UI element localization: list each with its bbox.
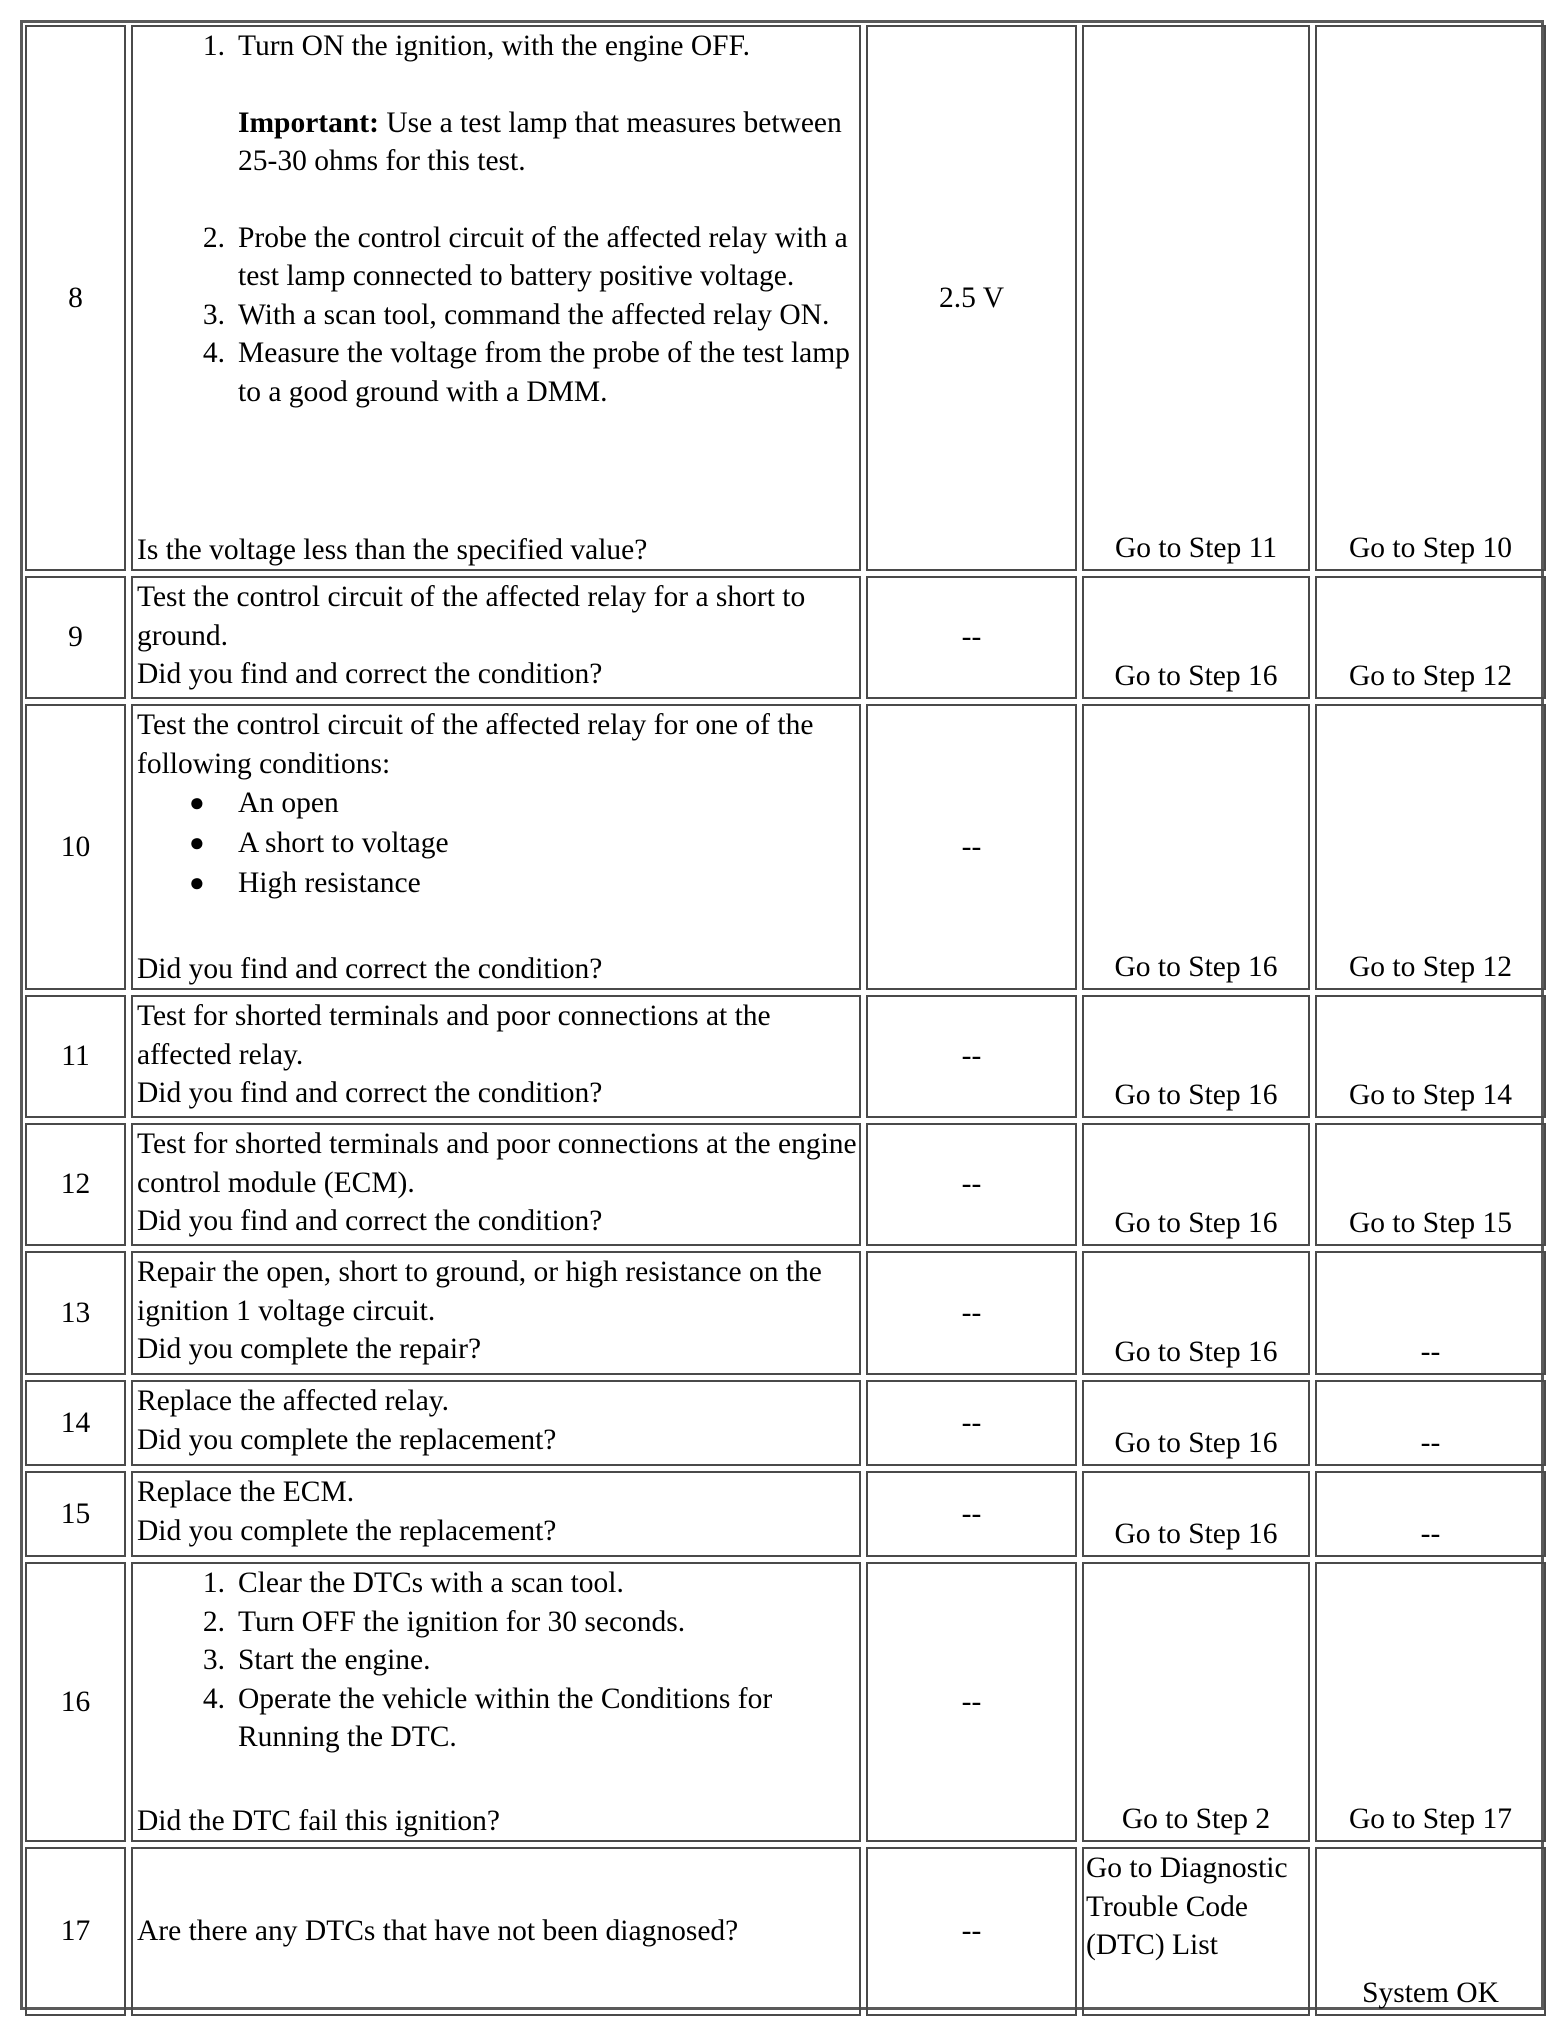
no-answer: -- — [1315, 1471, 1546, 1557]
no-answer: Go to Step 14 — [1315, 995, 1546, 1118]
step-description: Test for shorted terminals and poor connections at the engine control module (ECM). — [137, 1128, 857, 1199]
step-number: 16 — [25, 1562, 126, 1842]
important-note — [137, 104, 857, 181]
procedure-item: 4. Operate the vehicle within the Conditions for Running the DTC. — [202, 1682, 773, 1753]
no-answer: Go to Step 10 — [1315, 25, 1546, 571]
condition-item: ● High resistance — [189, 867, 421, 899]
specified-value: -- — [866, 704, 1077, 990]
important-label: Important: — [238, 106, 379, 139]
step-action — [131, 1471, 861, 1557]
step-action — [131, 25, 861, 571]
step-action — [131, 1251, 861, 1375]
step-number: 8 — [25, 25, 126, 571]
yes-answer: Go to Step 16 — [1082, 576, 1310, 699]
procedure-list — [137, 27, 857, 66]
diagnostic-table — [20, 20, 1544, 2010]
yes-answer: Go to Step 11 — [1082, 25, 1310, 571]
step-action — [131, 576, 861, 699]
step-number: 12 — [25, 1123, 126, 1246]
procedure-item: 1. Turn ON the ignition, with the engine OFF. — [202, 30, 750, 62]
procedure-item: 4. Measure the voltage from the probe of the test lamp to a good ground with a DMM. — [202, 337, 850, 408]
specified-value: -- — [866, 1123, 1077, 1246]
step-question: Did the DTC fail this ignition? — [137, 1804, 500, 1837]
yes-answer: Go to Step 16 — [1082, 704, 1310, 990]
step-number: 10 — [25, 704, 126, 990]
yes-answer: Go to Step 16 — [1082, 1380, 1310, 1466]
yes-answer: Go to Step 16 — [1082, 1123, 1310, 1246]
specified-value: -- — [866, 995, 1077, 1118]
yes-answer: Go to Step 2 — [1082, 1562, 1310, 1842]
condition-item: ● A short to voltage — [189, 827, 449, 859]
step-description: Test the control circuit of the affected relay for a short to ground. — [137, 581, 806, 652]
specified-value: -- — [866, 1847, 1077, 2016]
step-action — [131, 1380, 861, 1466]
procedure-item: 3. With a scan tool, command the affected relay ON. — [202, 298, 830, 331]
specified-value: 2.5 V — [866, 25, 1077, 571]
specified-value: -- — [866, 1251, 1077, 1375]
diagnostic-table-grid — [25, 25, 1539, 2016]
important-text: Use a test lamp that measures between 25-30 ohms for this test. — [238, 106, 842, 177]
step-question: Are there any DTCs that have not been diagnosed? — [137, 1915, 739, 1948]
dtc-list-link: Go to Diagnostic Trouble Code (DTC) List — [1086, 1852, 1288, 1961]
step-description: Repair the open, short to ground, or high resistance on the ignition 1 voltage circuit. — [137, 1256, 822, 1327]
no-answer: System OK — [1315, 1847, 1546, 2016]
no-answer: Go to Step 17 — [1315, 1562, 1546, 1842]
step-question: Did you find and correct the condition? — [137, 1205, 603, 1237]
procedure-item: 3. Start the engine. — [202, 1644, 431, 1676]
step-action — [131, 995, 861, 1118]
procedure-item: 2. Turn OFF the ignition for 30 seconds. — [202, 1605, 686, 1638]
no-answer: Go to Step 12 — [1315, 576, 1546, 699]
condition-list — [137, 783, 857, 903]
no-answer: Go to Step 12 — [1315, 704, 1546, 990]
specified-value: -- — [866, 1471, 1077, 1557]
step-question: Did you find and correct the condition? — [137, 952, 603, 985]
no-answer: Go to Step 15 — [1315, 1123, 1546, 1246]
step-action — [131, 1847, 861, 2016]
step-number: 14 — [25, 1380, 126, 1466]
step-number: 17 — [25, 1847, 126, 2016]
step-number: 13 — [25, 1251, 126, 1375]
specified-value: -- — [866, 1380, 1077, 1466]
step-question: Did you complete the replacement? — [137, 1514, 557, 1547]
procedure-item: 1. Clear the DTCs with a scan tool. — [202, 1567, 624, 1599]
step-description: Test for shorted terminals and poor connections at the affected relay. — [137, 1000, 771, 1071]
step-number: 11 — [25, 995, 126, 1118]
step-question: Did you find and correct the condition? — [137, 658, 603, 690]
step-question: Is the voltage less than the specified value? — [137, 533, 648, 566]
specified-value: -- — [866, 576, 1077, 699]
step-action — [131, 1562, 861, 1842]
step-number: 9 — [25, 576, 126, 699]
step-number: 15 — [25, 1471, 126, 1557]
step-description: Replace the ECM. — [137, 1476, 355, 1508]
step-question: Did you complete the replacement? — [137, 1423, 557, 1456]
step-action — [131, 704, 861, 990]
no-answer: -- — [1315, 1380, 1546, 1466]
yes-answer: Go to Step 16 — [1082, 1251, 1310, 1375]
procedure-list — [137, 219, 857, 412]
step-description: Replace the affected relay. — [137, 1385, 450, 1417]
step-question: Did you complete the repair? — [137, 1333, 482, 1365]
procedure-item: 2. Probe the control circuit of the affected relay with a test lamp connected to battery positive voltage. — [202, 221, 848, 292]
yes-answer: Go to Step 16 — [1082, 995, 1310, 1118]
yes-answer — [1082, 1847, 1310, 2016]
condition-item: ● An open — [189, 787, 339, 819]
specified-value: -- — [866, 1562, 1077, 1842]
step-action — [131, 1123, 861, 1246]
procedure-list — [137, 1564, 857, 1757]
step-question: Did you find and correct the condition? — [137, 1077, 603, 1109]
step-description: Test the control circuit of the affected relay for one of the following conditions: — [137, 709, 814, 780]
no-answer: -- — [1315, 1251, 1546, 1375]
yes-answer: Go to Step 16 — [1082, 1471, 1310, 1557]
